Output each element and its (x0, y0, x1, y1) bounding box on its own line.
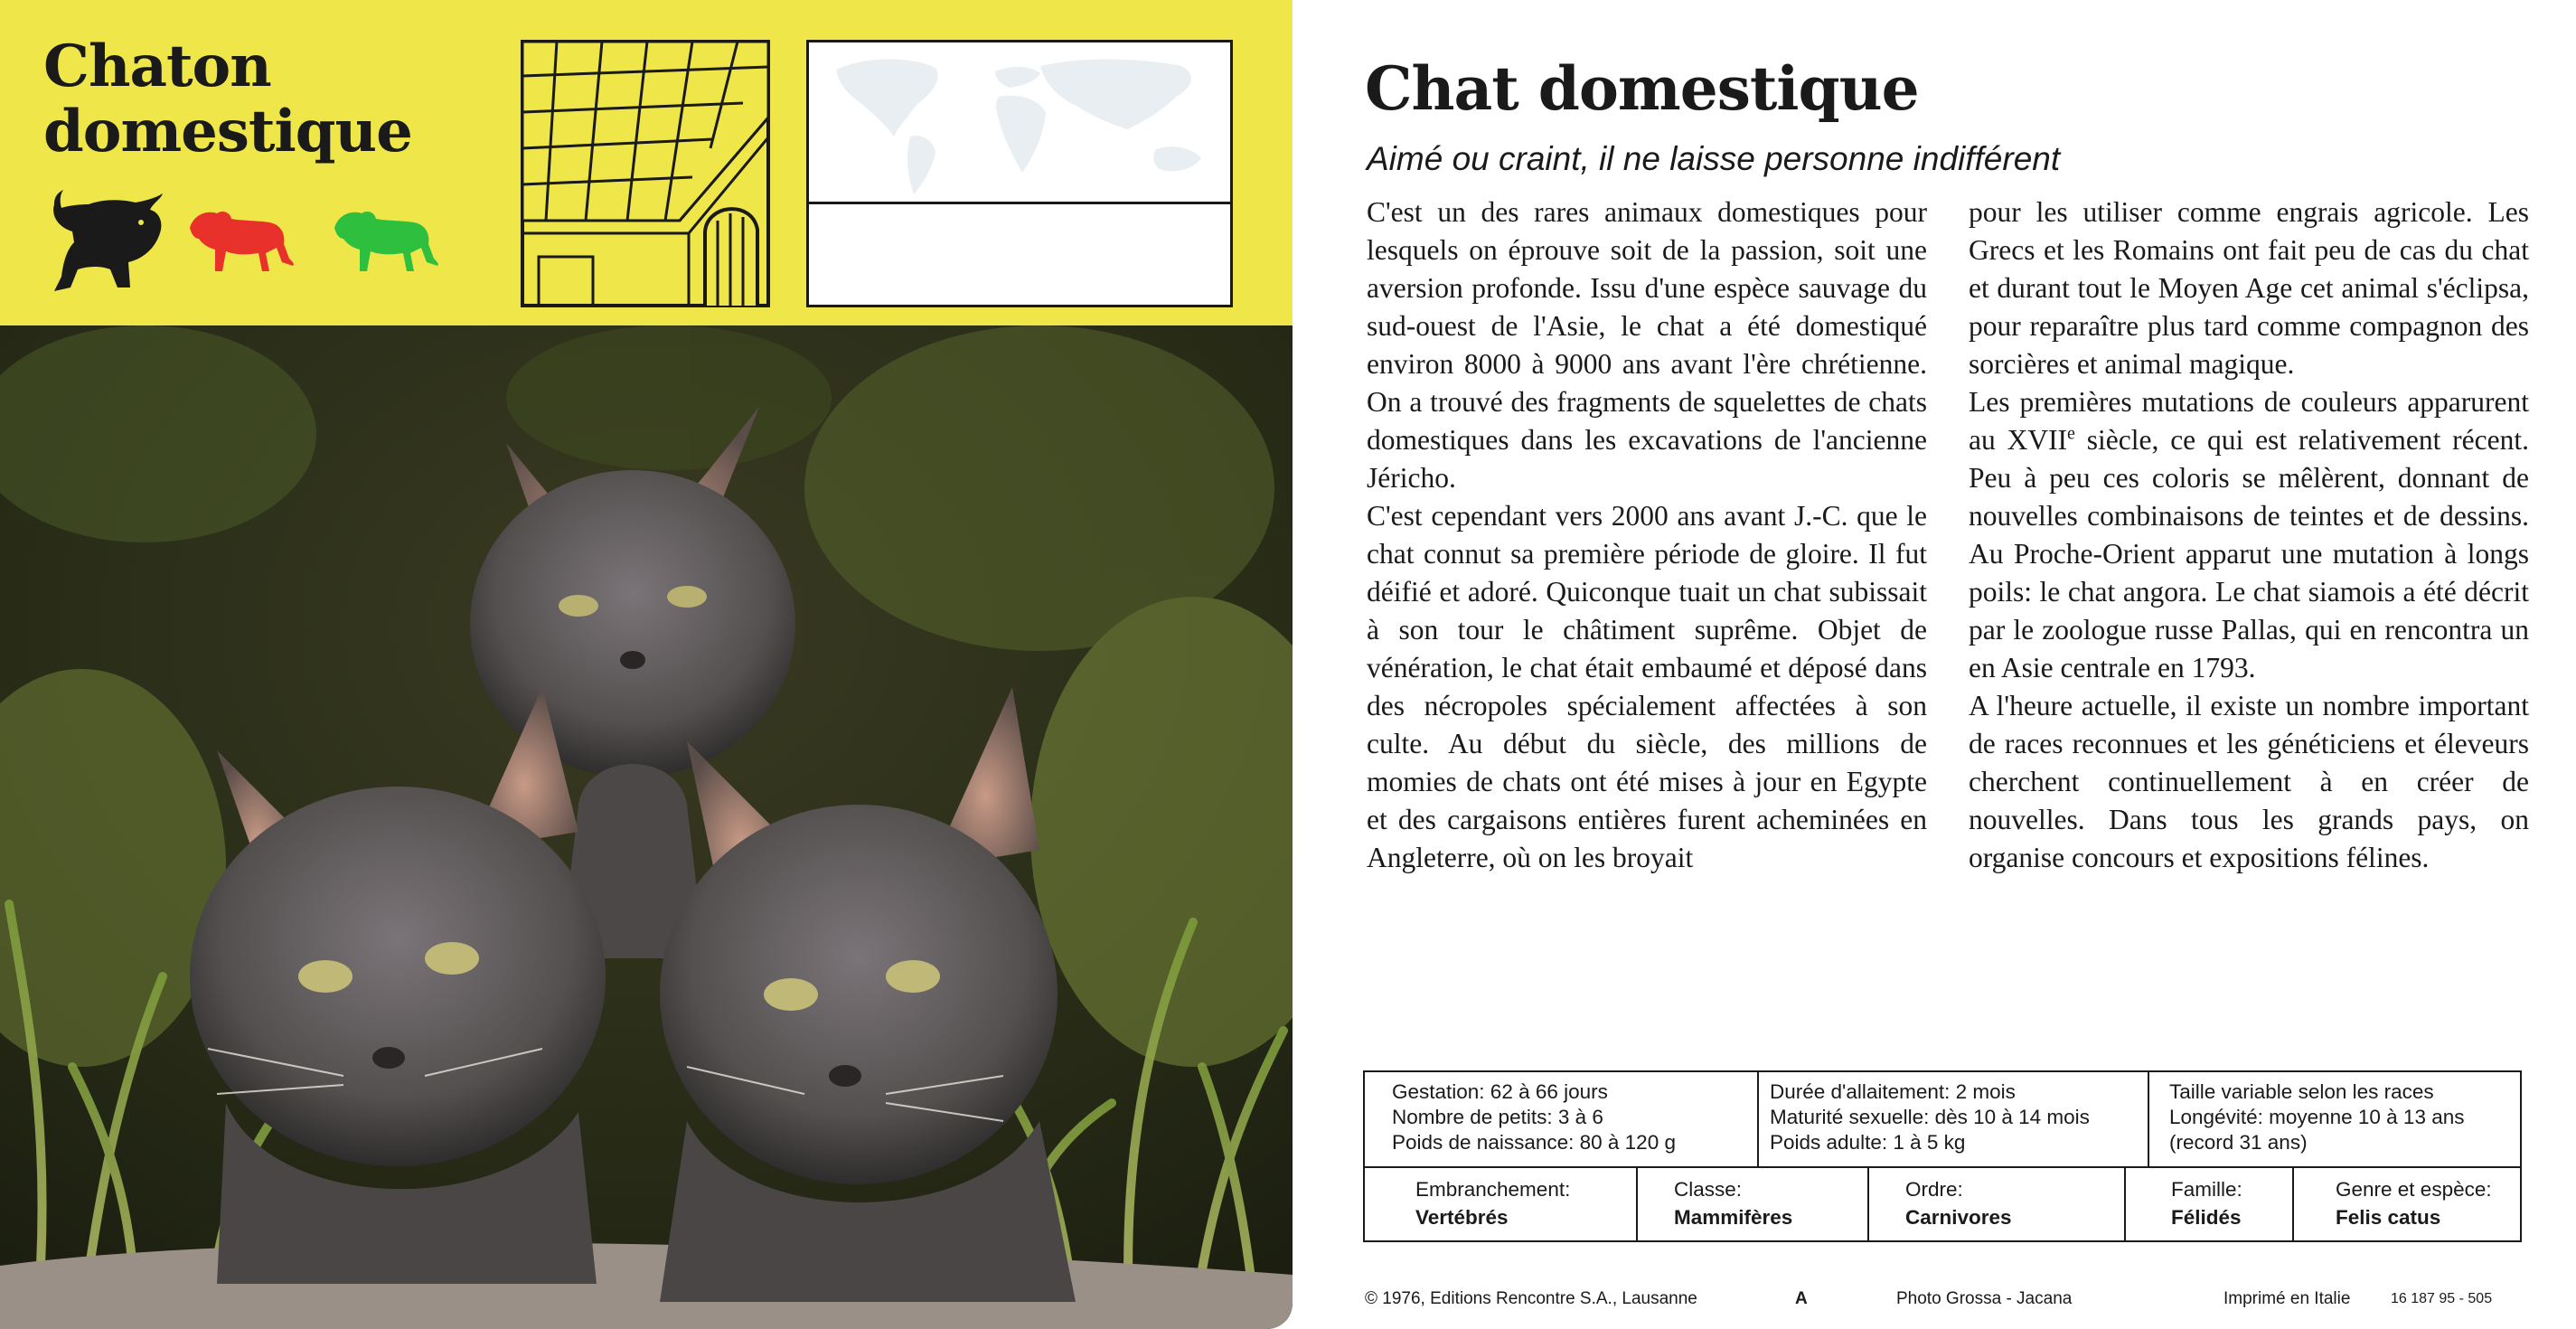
taxonomy-label: Embranchement: (1415, 1178, 1571, 1201)
bull-icon (47, 186, 165, 293)
taxonomy-value: Carnivores (1905, 1206, 2012, 1229)
stat-gestation: Gestation: 62 à 66 jours (1392, 1080, 1608, 1103)
taxonomy-value: Vertébrés (1415, 1206, 1509, 1229)
footer (1365, 1286, 2524, 1313)
kittens-photo (0, 325, 1293, 1329)
stat-birth-weight: Poids de naissance: 80 à 120 g (1392, 1131, 1676, 1154)
card-title-line2: domestique (43, 98, 412, 165)
stats-cell-size (2148, 1072, 2520, 1166)
footer-code: 16 187 95 - 505 (2391, 1291, 2493, 1306)
world-map-icon (809, 42, 1230, 196)
taxonomy-label: Genre et espèce: (2336, 1178, 2492, 1201)
stat-size: Taille variable selon les races (2169, 1080, 2434, 1103)
paragraph: A l'heure actuelle, il existe un nombre important de races reconnues et les généticiens et éleveurs cherchent continuellement à en créer de nouvelles. Dans tous les grands pays, on organise concours et expositions félines. (1969, 690, 2529, 873)
text-column-right (1969, 193, 2529, 877)
article-subtitle: Aimé ou craint, il ne laisse personne indifférent (1367, 140, 2061, 177)
paragraph: C'est un des rares animaux domestiques pour lesquels on éprouve soit de la passion, soit une aversion profonde. Issu d'une espèce sauvage du sud-ouest de l'Asie, le chat a été domestiqué environ 8000 à 9000 ans avant l'ère chrétienne. On a trouvé des fragments de squelettes de chats domestiques dans les excavations de l'ancienne Jéricho. (1367, 196, 1927, 494)
taxonomy-value: Mammifères (1674, 1206, 1793, 1229)
paragraph: Les premières mutations de couleurs apparurent au XVIIe siècle, ce qui est relativement récent. Peu à peu ces coloris se mêlèrent, donnant de nouvelles combinaisons de teintes et de dessins. Au Proche-Orient apparut une mutation à longs poils: le chat angora. Le chat siamois a été décrit par le zoologue russe Pallas, qui en rencontra un en Asie centrale en 1793. (1969, 386, 2529, 683)
taxonomy-cell (1867, 1168, 2124, 1240)
stats-table (1363, 1070, 2522, 1168)
stat-nursing: Durée d'allaitement: 2 mois (1770, 1080, 2016, 1103)
taxonomy-value: Felis catus (2336, 1206, 2441, 1229)
taxonomy-label: Ordre: (1905, 1178, 1963, 1201)
card-title (43, 34, 412, 165)
stat-litter-size: Nombre de petits: 3 à 6 (1392, 1106, 1603, 1128)
paragraph: C'est cependant vers 2000 ans avant J.-C. que le chat connut sa première période de gloire. Il fut déifié et adoré. Quiconque tuait un chat subissait à son tour le châtiment suprême. Objet de vénération, le chat était embaumé et déposé dans des nécropoles spécialement affectées à son culte. Au début du siècle, des millions de momies de chats ont été mises à jour en Egypte et des cargaisons entières furent acheminées en Angleterre, où on les broyait (1367, 500, 1927, 873)
taxonomy-cell (2124, 1168, 2292, 1240)
stat-longevity: Longévité: moyenne 10 à 13 ans (2169, 1106, 2465, 1128)
lion-red-icon (186, 208, 296, 275)
text-column-left (1367, 193, 1927, 877)
stats-cell-growth (1757, 1072, 2148, 1166)
house-roof-door-icon (521, 40, 770, 307)
habitat-illustration (521, 40, 770, 307)
footer-copyright: © 1976, Editions Rencontre S.A., Lausanne (1365, 1289, 1697, 1308)
taxonomy-cell (2292, 1168, 2520, 1240)
taxonomy-cell (1365, 1168, 1636, 1240)
footer-photo-credit: Photo Grossa - Jacana (1896, 1289, 2073, 1308)
stats-cell-reproduction (1365, 1072, 1757, 1166)
lion-green-icon (331, 208, 441, 275)
map-divider (809, 202, 1230, 204)
taxonomy-label: Famille: (2171, 1178, 2242, 1201)
taxonomy-label: Classe: (1674, 1178, 1743, 1201)
taxonomy-cell (1636, 1168, 1867, 1240)
kittens-image (0, 325, 1293, 1329)
card-title-line1: Chaton (43, 33, 271, 100)
article-title: Chat domestique (1365, 53, 1919, 124)
taxonomy-table (1363, 1166, 2522, 1242)
stat-record: (record 31 ans) (2169, 1131, 2308, 1154)
stat-maturity: Maturité sexuelle: dès 10 à 14 mois (1770, 1106, 2090, 1128)
footer-printed: Imprimé en Italie (2223, 1289, 2351, 1308)
taxonomy-value: Félidés (2171, 1206, 2242, 1229)
footer-letter: A (1795, 1289, 1808, 1308)
stat-adult-weight: Poids adulte: 1 à 5 kg (1770, 1131, 1966, 1154)
paragraph: pour les utiliser comme engrais agricole. Les Grecs et les Romains ont fait peu de cas du chat et durant tout le Moyen Age cet animal s'éclipsa, pour reparaître plus tard comme compagnon des sorcières et animal magique. (1969, 196, 2529, 380)
distribution-map (806, 40, 1233, 307)
